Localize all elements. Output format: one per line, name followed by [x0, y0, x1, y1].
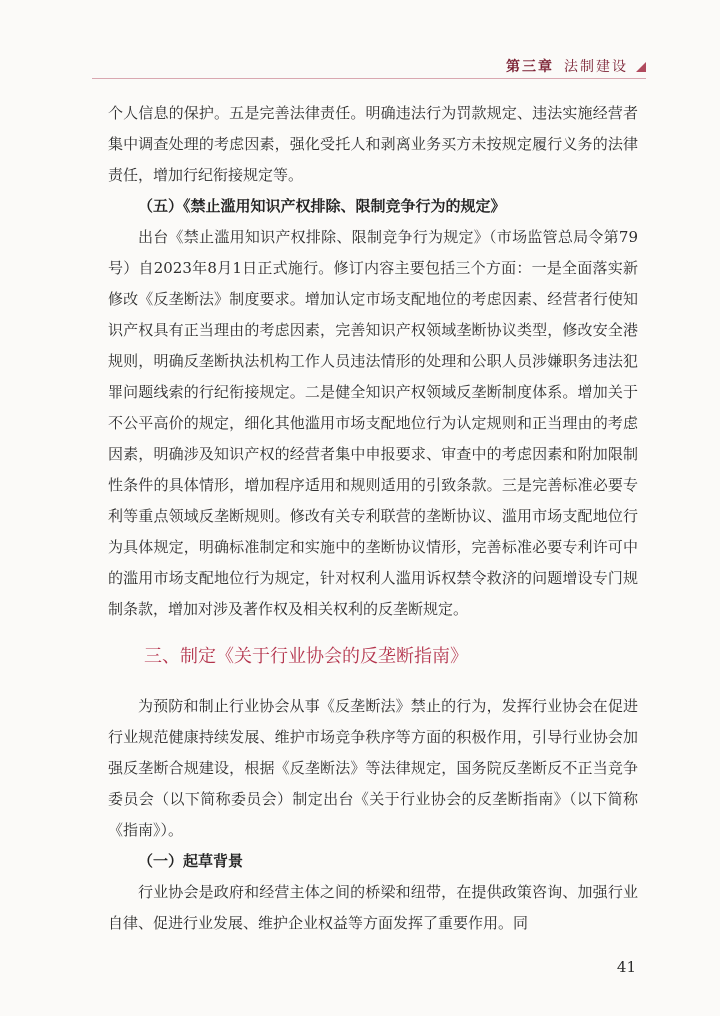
chapter-label: 第三章	[506, 59, 554, 75]
subheading-one: （一）起草背景	[138, 852, 244, 870]
header-divider	[92, 78, 646, 79]
page-number: 41	[616, 958, 636, 976]
paragraph-ip-rules: 出台《禁止滥用知识产权排除、限制竞争行为规定》（市场监管总局令第79号）自2023年8月1日正式施行。修订内容主要包括三个方面：一是全面落实新修改《反垄断法》制度要求。增加认定市场支配地位的考虑因素、经营者行使知识产权具有正当理由的考虑因素，完善知识产权领域垄断协议类型，修改安全港规则，明确反垄断执法机构工作人员违法情形的处理和公职人员涉嫌职务违法犯罪问题线索的行纪衔接规定。二是健全知识产权领域反垄断制度体系。增加关于不公平高价的规定，细化其他滥用市场支配地位行为认定规则和正当理由的考虑因素，明确涉及知识产权的经营者集中申报要求、审查中的考虑因素和附加限制性条件的具体情形，增加程序适用和规则适用的引致条款。三是完善标准必要专利等重点领域反垄断规则。修改有关专利联营的垄断协议、滥用市场支配地位行为具体规定，明确标准制定和实施中的垄断协议情形，完善标准必要专利许可中的滥用市场支配地位行为规定，针对权利人滥用诉权禁令救济的问题增设专门规制条款，增加对涉及著作权及相关权利的反垄断规定。	[108, 228, 638, 618]
header-corner-marker	[636, 62, 646, 72]
paragraph-continuation: 个人信息的保护。五是完善法律责任。明确违法行为罚款规定、违法实施经营者集中调查处理的考虑因素，强化受托人和剥离业务买方未按规定履行义务的法律责任，增加行纪衔接规定等。	[108, 104, 638, 184]
section-heading: 三、制定《关于行业协会的反垄断指南》	[144, 646, 468, 667]
running-header	[506, 56, 628, 76]
paragraph-guideline-intro: 为预防和制止行业协会从事《反垄断法》禁止的行为，发挥行业协会在促进行业规范健康持续发展、维护市场竞争秩序等方面的积极作用，引导行业协会加强反垄断合规建设，根据《反垄断法》等法律规定，国务院反垄断反不正当竞争委员会（以下简称委员会）制定出台《关于行业协会的反垄断指南》（以下简称《指南》）。	[108, 697, 638, 839]
chapter-title: 法制建设	[564, 59, 628, 75]
page-body	[108, 98, 638, 939]
paragraph-background: 行业协会是政府和经营主体之间的桥梁和纽带，在提供政策咨询、加强行业自律、促进行业发展、维护企业权益等方面发挥了重要作用。同	[108, 883, 638, 932]
subheading-five: （五）《禁止滥用知识产权排除、限制竞争行为的规定》	[138, 197, 506, 215]
